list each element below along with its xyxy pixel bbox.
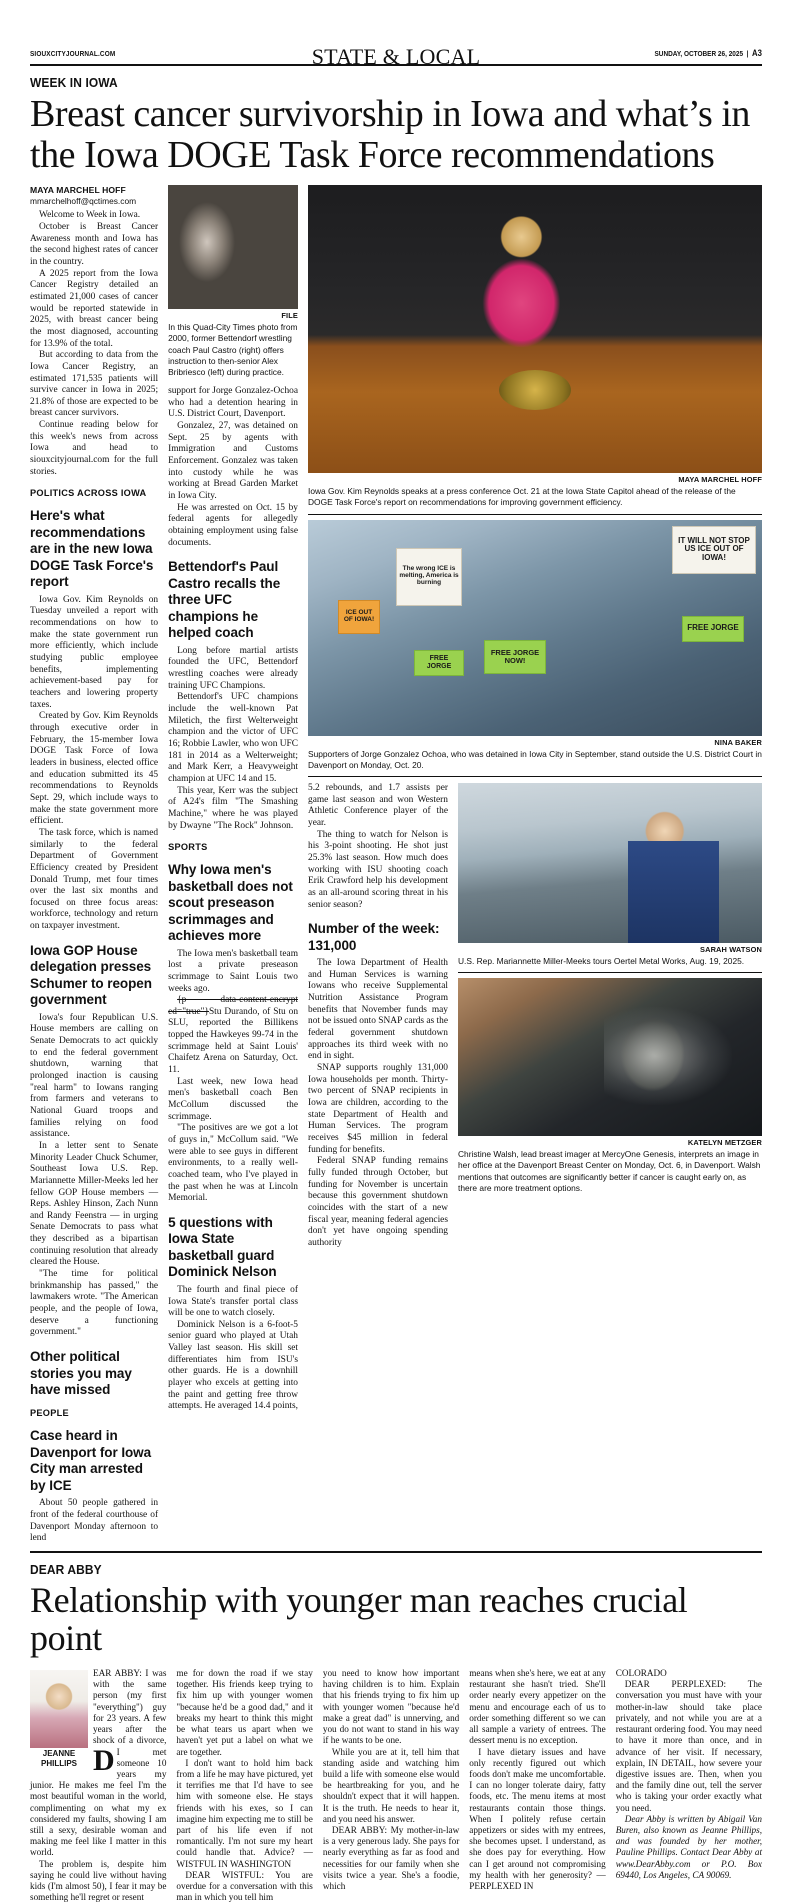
masthead-date-page xyxy=(655,48,762,58)
subheadline-dominick-nelson[interactable]: 5 questions with Iowa State basketball guard Dominick Nelson xyxy=(168,1214,277,1280)
photo-credit-protest: NINA BAKER xyxy=(714,737,762,747)
paragraph: Created by Gov. Kim Reynolds through executive order in February, the 15-member Iowa DOGE Task Force of Iowa leaders in business, elected office and education submitted its 45 recommendations to Reynolds Sept. 29, which include ways to make the state government more efficient. xyxy=(30,711,159,827)
paragraph: Bettendorf's UFC champions include the well-known Pat Miletich, the first Welterweight champion and the victor of UFC 16; Robbie Lawler, who won UFC 181 in 2014 as a Welterweight; and Mark Kerr, a Heavyweight champion at UFC 14 and 15. xyxy=(168,692,298,784)
paragraph: Welcome to Week in Iowa. xyxy=(39,210,141,221)
paragraph: Last week, new Iowa head men's basketball coach Ben McCollum discussed the scrimmage. xyxy=(168,1076,298,1122)
paragraph: "The time for political brinkmanship has passed," the lawmakers wrote. "The American people, and the people of Iowa, deserve a functioning government." xyxy=(30,1269,159,1338)
photo-credit-mammogram: KATELYN METZGER xyxy=(687,1138,762,1148)
section-label-sports: SPORTS xyxy=(168,842,208,853)
paragraph: The Iowa men's basketball team lost a private preseason scrimmage to Saint Louis two weeks ago. xyxy=(168,948,298,994)
paragraph: support for Jorge Gonzalez-Ochoa who had a detention hearing in U.S. District Court, Davenport. xyxy=(168,386,298,420)
encrypted-content-artifact: {p data-content-encrypt ed="true"} xyxy=(168,995,298,1017)
paragraph: Federal SNAP funding remains fully funded through October, but funding for November is uncertain because this government shutdown coincides with the start of a new fiscal year, meaning federal agencies don't yet have ongoing spending authority xyxy=(308,1156,448,1248)
photo-caption-miller-meeks: U.S. Rep. Mariannette Miller-Meeks tours Oertel Metal Works, Aug. 19, 2025. xyxy=(458,956,762,973)
photo-credit-miller-meeks: SARAH WATSON xyxy=(700,945,762,954)
lower-split xyxy=(308,783,762,1250)
photo-caption-reynolds: Iowa Gov. Kim Reynolds speaks at a press conference Oct. 21 at the Iowa State Capitol ahead of the release of the DOGE Task Force's report on recommendations for improving government efficiency. xyxy=(308,486,762,514)
paragraph: DEAR WISTFUL: You are overdue for a conversation with this man in which you tell him xyxy=(176,1869,313,1903)
paragraph: Gonzalez, 27, was detained on Sept. 25 by agents with Immigration and Customs Enforcement. Gonzalez was taken into custody while he was working at Bread Garden Market in Iowa City. xyxy=(168,421,298,502)
paragraph: The problem is, despite him saying he could live without having kids (I'm almost 50), I fear it may be something he'll regret or resent xyxy=(30,1858,167,1903)
paragraph: While you are at it, tell him that standing aside and watching him build a life with someone else would be heartbreaking for you, and he shouldn't expect that it will happen. It is the truth. He needs to hear it, and you need his answer. xyxy=(322,1746,460,1824)
photo-wrestling-practice xyxy=(168,185,298,309)
photo-caption-protest: Supporters of Jorge Gonzalez Ochoa, who was detained in Iowa City in September, stand outside the U.S. District Court in Davenport on Monday, Oct. 20. xyxy=(308,749,762,777)
photo-mammogram xyxy=(458,978,762,1136)
paragraph: COLORADO xyxy=(615,1667,667,1678)
abby-footer-note: Dear Abby is written by Abigail Van Buren, also known as Jeanne Phillips, and was founded by her mother, Pauline Phillips. Contact Dear Abby at www.DearAbby.com or P.O. Box 69440, Los Angeles, CA 90069. xyxy=(615,1813,762,1880)
paragraph-with-artifact xyxy=(168,995,298,1077)
avatar-jeanne-phillips xyxy=(30,1670,88,1748)
paragraph: In a letter sent to Senate Minority Leader Chuck Schumer, Southeast Iowa U.S. Rep. Mariannette Miller-Meeks led her fellow GOP House members — Reps. Ashley Hinson, Zach Nunn and Randy Feenstra — in urging Senate Democrats to pass what they described as a bipartisan continuing resolution that already cleared the House. xyxy=(30,1140,159,1268)
paragraph: October is Breast Cancer Awareness month and Iowa has the second highest rates of cancer in the country. xyxy=(30,221,159,267)
dear-abby-columns xyxy=(30,1668,762,1904)
masthead-separator: | xyxy=(744,49,751,58)
paragraph: I have dietary issues and have only recently figured out which foods don't make me uncomfortable. I can no longer tolerate dairy, fatty foods, etc. The menu items at most restaurants contain those things. When I politely refuse certain appetizers or sides with my entrees, she becomes upset. I understand, as she does pay for everything. How can I get around not compromising my health with her generosity? — PERPLEXED IN xyxy=(469,1746,606,1892)
photo-miller-meeks-image xyxy=(458,783,762,943)
paragraph: This year, Kerr was the subject of A24's film "The Smashing Machine," where he was played by Dwayne "The Rock" Johnson. xyxy=(168,785,298,831)
masthead-section-title: STATE & LOCAL xyxy=(311,44,481,69)
paragraph: SNAP supports roughly 131,000 Iowa households per month. Thirty-two percent of SNAP recipients in Iowa are children, according to the state Department of Health and Human Services. The program receives $45 million in federal funding for benefits. xyxy=(308,1063,448,1155)
photo-credit-reynolds: MAYA MARCHEL HOFF xyxy=(678,475,762,485)
column-3-and-photos xyxy=(308,185,762,1545)
kicker-week-in-iowa: WEEK IN IOWA xyxy=(30,75,118,90)
paragraph: Iowa's four Republican U.S. House members are calling on Senate Democrats to act quickly to end the federal government shutdown, warning that prolonged inaction is causing "real harm" to Iowans ranging from farmers and veterans to National Guard troops and families relying on food assistance. xyxy=(30,1012,159,1140)
protest-sign: IT WILL NOT STOP US ICE OUT OF IOWA! xyxy=(672,526,756,574)
photo-protest-image xyxy=(308,520,762,736)
abby-column-2 xyxy=(176,1668,322,1904)
paragraph-text: Stu Durando, of Stu on SLU, reported the Billikens topped the Hawkeyes 99-74 in the scrimmage held at Saint Louis' Chaifetz Arena on Saturday, Oct. 11. xyxy=(168,1006,298,1076)
paragraph: But according to data from the Iowa Cancer Registry, an estimated 171,535 patients will survive cancer in Iowa in 2025; 21.8% of those are expected to be breast cancer survivors. xyxy=(30,350,159,419)
dear-abby-headline: Relationship with younger man reaches crucial point xyxy=(30,1579,688,1659)
masthead-website: SIOUXCITYJOURNAL.COM xyxy=(30,49,116,58)
paragraph: Dominick Nelson is a 6-foot-5 senior guard who played at Utah Valley last season. His skill set differentiates him from ISU's other guards. He is a downhill player who excels at getting into the paint and getting free throw attempts. He averaged 14.4 points, xyxy=(168,1319,298,1412)
masthead-date: SUNDAY, OCTOBER 26, 2025 xyxy=(654,49,744,58)
masthead-page-number: A3 xyxy=(752,48,762,58)
photo-mammogram-image xyxy=(458,978,762,1136)
protest-sign: ICE OUT OF IOWA! xyxy=(338,600,380,634)
photo-wrestling-image xyxy=(168,185,298,309)
paragraph: "The positives are we got a lot of guys in," McCollum said. "We were able to see guys in different environments, to a really well-coached team, who I've played in the past when he was at Lincoln Memorial. xyxy=(168,1123,298,1204)
paragraph: I don't want to hold him back from a life he may have pictured, yet it terrifies me that I'd have to see him with someone else. He stays friends with his exes, so I can imagine him expecting me to still be part of his life even if not romantically. I'm not sure my heart could handle that. Advice? — WISTFUL IN WASHINGTON xyxy=(176,1757,313,1869)
photo-reynolds-image xyxy=(308,185,762,473)
protest-sign: The wrong ICE is melting, America is burning xyxy=(396,548,462,606)
column-3-text xyxy=(308,783,458,1250)
paragraph: me for down the road if we stay together. His friends keep trying to fix him up with younger women "because he'd be a good dad," and it breaks my heart to think this might be what tears us apart when we haven't yet put a label on what we are together. xyxy=(176,1667,313,1757)
abby-author-name: JEANNE PHILLIPS xyxy=(40,1748,77,1768)
subheadline-gop-schumer[interactable]: Iowa GOP House delegation presses Schumer to reopen government xyxy=(30,942,152,1008)
byline-author: MAYA MARCHEL HOFF xyxy=(30,185,126,196)
paragraph: The Iowa Department of Health and Human Services is warning Iowans who receive Supplemental Nutrition Assistance Program benefits that November funds may not be issued onto SNAP cards as the federal government shutdown approaches its third week with no end in sight. xyxy=(308,958,449,1062)
masthead xyxy=(30,0,762,69)
paragraph: About 50 people gathered in front of the federal courthouse of Davenport Monday afternoon to lend xyxy=(30,1498,159,1544)
subheadline-other-political-stories[interactable]: Other political stories you may have missed xyxy=(30,1349,132,1397)
photo-caption-wrestling: In this Quad-City Times photo from 2000, former Bettendorf wrestling coach Paul Castro (right) offers instruction to then-senior Alex Bribriesco (left) during practice. xyxy=(168,322,298,377)
paragraph: Iowa Gov. Kim Reynolds on Tuesday unveiled a report with recommendations on how to make the state government run more efficiently, which include studying public employee benefits, implementing achievement-based pay for teachers and lowering property taxes. xyxy=(30,594,159,710)
subheadline-number-of-the-week[interactable]: Number of the week: 131,000 xyxy=(308,921,440,953)
kicker-dear-abby: DEAR ABBY xyxy=(30,1561,102,1577)
right-photo-stack xyxy=(458,783,762,1250)
paragraph: 5.2 rebounds, and 1.7 assists per game last season and won Western Athletic Conference player of the year. xyxy=(308,783,448,828)
subheadline-ice-case[interactable]: Case heard in Davenport for Iowa City man arrested by ICE xyxy=(30,1428,152,1493)
column-1 xyxy=(30,185,168,1545)
week-in-iowa-columns xyxy=(30,185,762,1545)
abby-column-1 xyxy=(30,1668,176,1904)
photo-caption-mammogram: Christine Walsh, lead breast imager at MercyOne Genesis, interprets an image in her office at the Davenport Breast Center on Monday, Oct. 6, in Davenport. Walsh mentions that outcomes are significantly better if cancer is caught early on, as there are more treatment options. xyxy=(458,1149,761,1193)
paragraph: The thing to watch for Nelson is his 3-point shooting. He shot just 25.3% last season. How much does working with ISU shooting coach Erik Crawford help his development as an all-around scoring threat in his senior season? xyxy=(308,829,448,910)
paragraph: DEAR ABBY: I was with the same person (my first "everything") guy for 23 years. A few years after the shock of a divorce, I met someone 10 years my junior. He makes me feel I'm the most beautiful woman in the world, complimenting on what my ex considered my faults, showing I am still a sexy, desirable woman and making me feel like I matter in this world. xyxy=(30,1667,167,1858)
dear-abby-divider xyxy=(30,1551,762,1553)
subheadline-doge-report[interactable]: Here's what recommendations are in the new Iowa DOGE Task Force's report xyxy=(30,508,154,590)
paragraph: The fourth and final piece of Iowa State's transfer portal class will be one to watch closely. xyxy=(168,1284,298,1319)
abby-column-4 xyxy=(469,1668,615,1904)
photo-kim-reynolds xyxy=(308,185,762,473)
protest-sign: FREE JORGE xyxy=(682,616,744,642)
page-title: Breast cancer survivorship in Iowa and what’s in the Iowa DOGE Task Force recommendations xyxy=(30,93,750,176)
paragraph: Continue reading below for this week's news from across Iowa and head to siouxcityjournal.com for the full stories. xyxy=(30,420,159,477)
byline-email[interactable]: mmarchelhoff@qctimes.com xyxy=(30,196,137,207)
paragraph: The task force, which is named similarly to the federal Department of Government Efficiency created by President Donald Trump, met four times over the last six months and focused on three focus areas: workforce, technology and return on taxpayer investment. xyxy=(30,827,159,932)
protest-sign: FREE JORGE xyxy=(414,650,464,676)
paragraph: means when she's here, we eat at any restaurant she hasn't tried. She'll order nearly every appetizer on the menu and encourage each of us to order something different so we can all sample a variety of entrees. The dessert menu is no exception. xyxy=(469,1667,606,1746)
paragraph: you need to know how important having children is to him. Explain that his friends trying to fix him up with younger women "because he'd make a great dad" is unnerving, and you do not want to stand in his way if he wants to be one. xyxy=(322,1667,460,1746)
photo-credit-file: FILE xyxy=(281,311,298,321)
photo-protest xyxy=(308,520,762,736)
paragraph: He was arrested on Oct. 15 by federal agents for allegedly obtaining employment using false documents. xyxy=(168,502,298,548)
section-label-politics: POLITICS ACROSS IOWA xyxy=(30,488,147,499)
abby-column-3 xyxy=(323,1668,469,1904)
photo-miller-meeks xyxy=(458,783,762,943)
subheadline-iowa-hoops-scrimmage[interactable]: Why Iowa men's basketball does not scout preseason scrimmages and achieves more xyxy=(168,862,293,944)
paragraph: DEAR ABBY: My mother-in-law is a very generous lady. She pays for nearly everything as far as food and necessities for our family when she visits twice a year. She's a foodie, which xyxy=(322,1825,460,1892)
paragraph: A 2025 report from the Iowa Cancer Registry detailed an estimated 21,000 cases of cancer would be reported statewide in 2025, with breast cancer being the most diagnosed, accounting for 13.9% of the total. xyxy=(30,268,159,349)
paragraph: DEAR PERPLEXED: The conversation you must have with your mother-in-law should take place privately, and not while you are at a restaurant ordering food. You may need to have it more than once, and in advance of her visit. If necessary, explain, IN DETAIL, how severe your digestive issues are. Then, when you and the family dine out, tell the server who is taking your order exactly what you need. xyxy=(615,1679,762,1813)
protest-sign: FREE JORGE NOW! xyxy=(484,640,546,674)
paragraph: Long before martial artists founded the UFC, Bettendorf wrestling coaches were already training UFC Champions. xyxy=(168,645,298,691)
section-label-people: PEOPLE xyxy=(30,1408,69,1419)
column-2 xyxy=(168,185,308,1545)
abby-column-5 xyxy=(616,1668,762,1904)
subheadline-paul-castro[interactable]: Bettendorf's Paul Castro recalls the three UFC champions he helped coach xyxy=(168,559,281,641)
